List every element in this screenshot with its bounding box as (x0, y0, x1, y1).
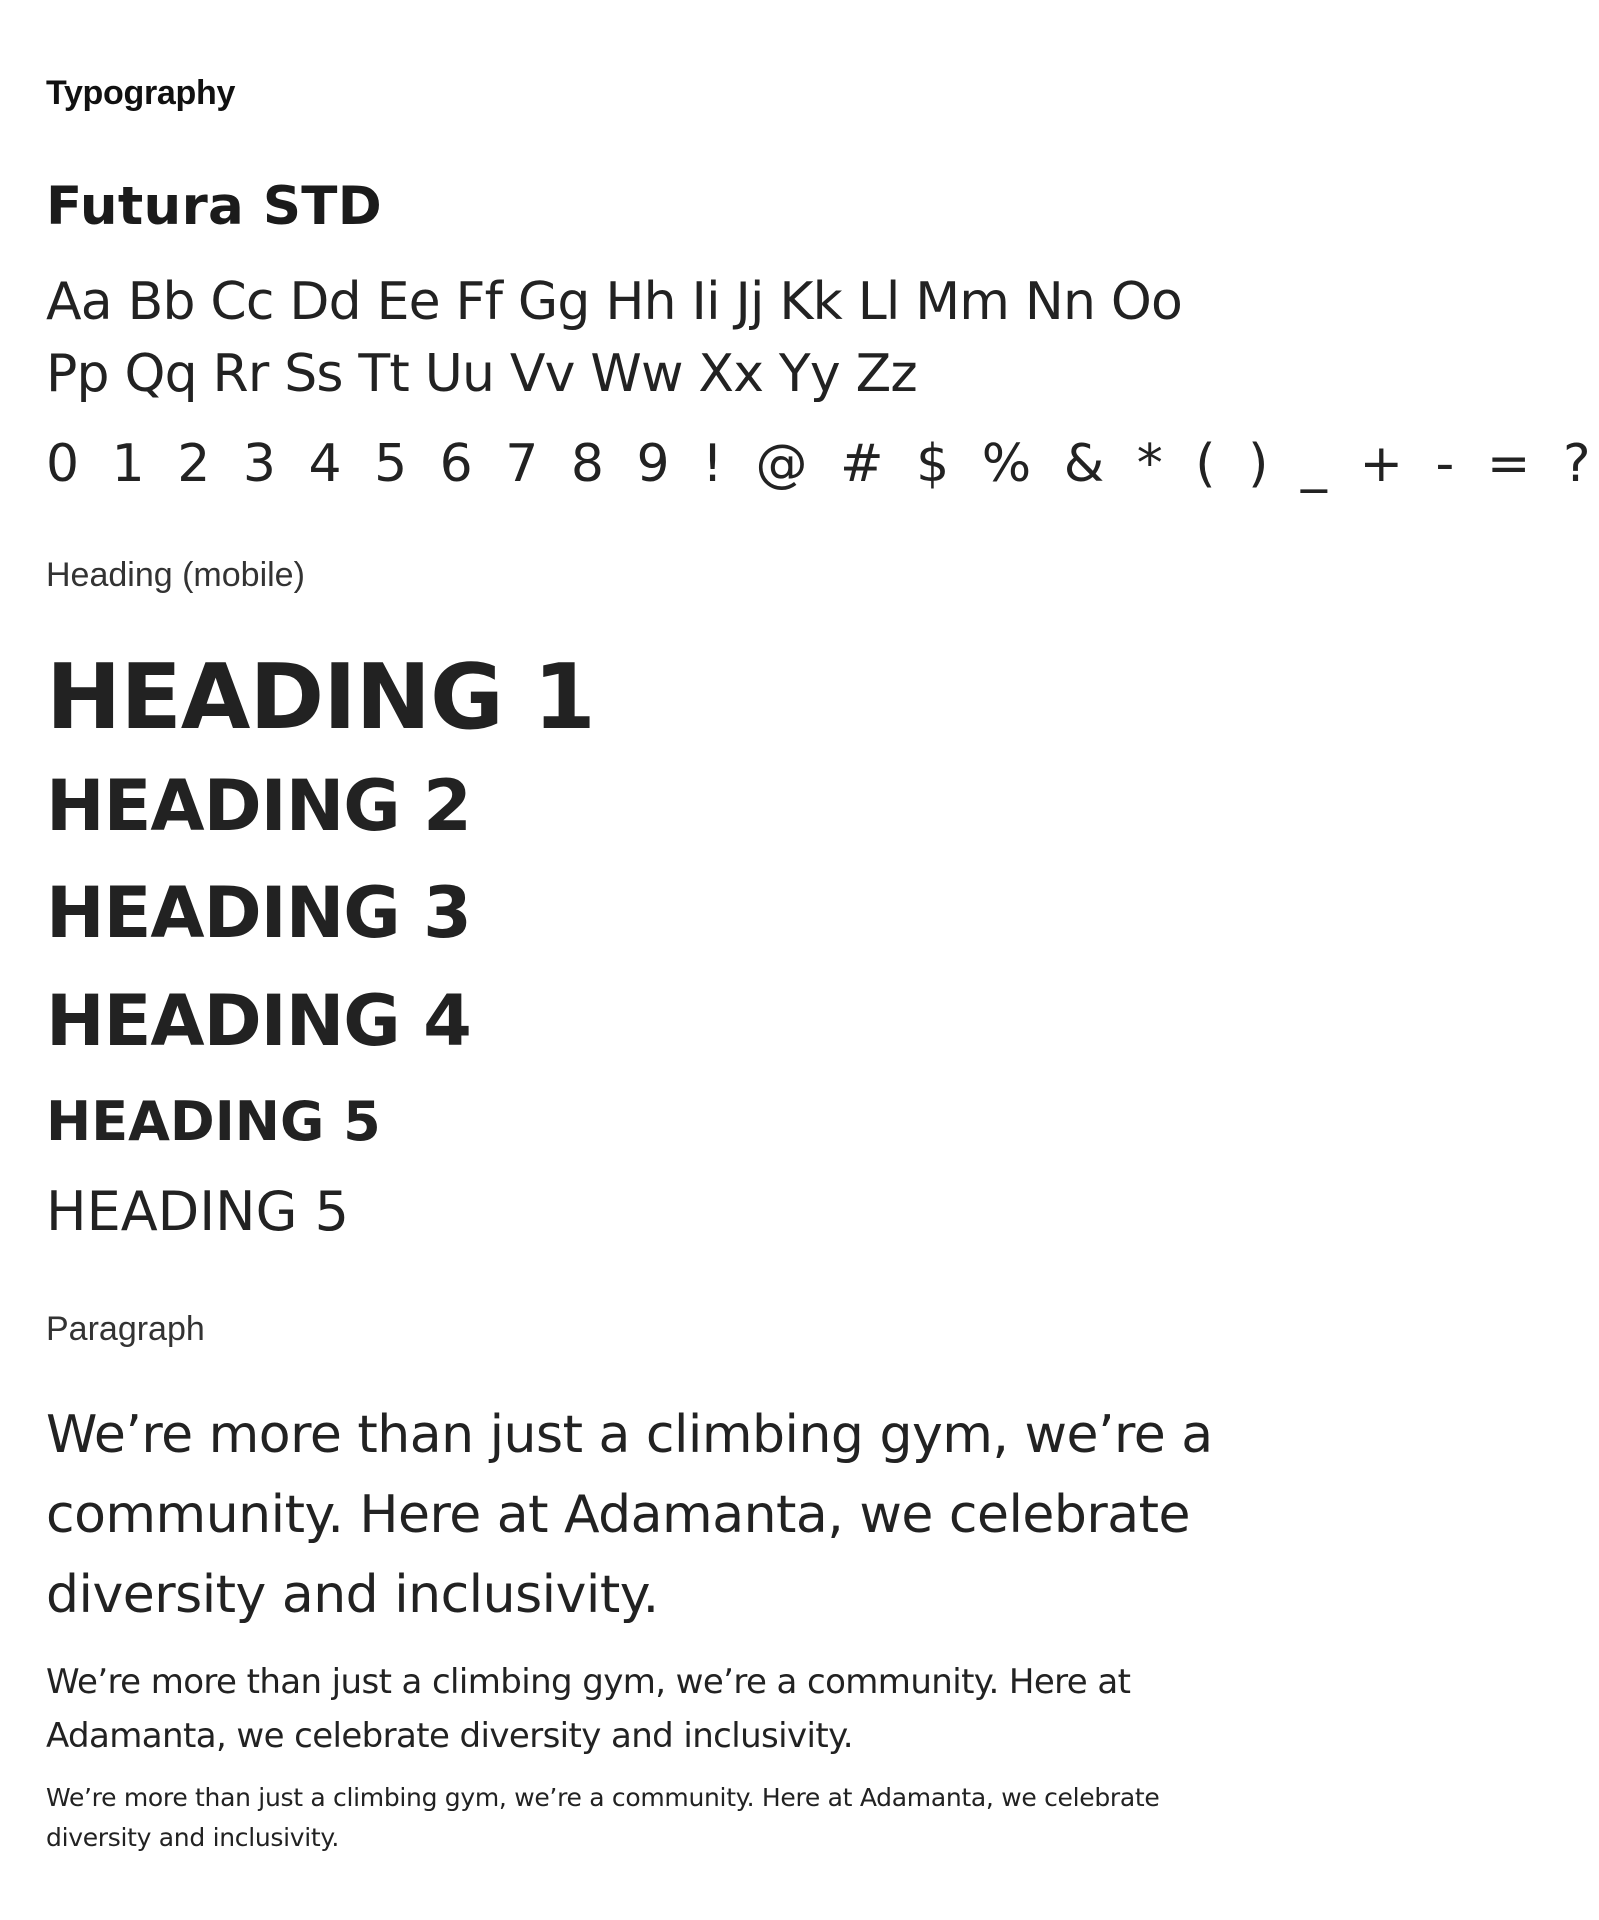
paragraph-section-label: Paragraph (46, 1310, 205, 1348)
heading-section-label: Heading (mobile) (46, 556, 305, 594)
alphabet-specimen: Aa Bb Cc Dd Ee Ff Gg Hh Ii Jj Kk Ll Mm Nn Oo Pp Qq Rr Ss Tt Uu Vv Ww Xx Yy Zz (46, 272, 1183, 404)
section-title: Typography (46, 74, 236, 112)
heading-4-sample: HEADING 4 (46, 980, 471, 1062)
paragraph-small-sample: We’re more than just a climbing gym, we’re a community. Here at Adamanta, we celebrate diversity and inclusivity. (46, 1783, 1160, 1852)
heading-3-sample: HEADING 3 (46, 872, 471, 954)
paragraph-large-sample: We’re more than just a climbing gym, we’re a community. Here at Adamanta, we celebrate diversity and inclusivity. (46, 1405, 1213, 1625)
heading-5-sample: HEADING 5 (46, 1090, 381, 1153)
glyph-specimen: 0 1 2 3 4 5 6 7 8 9 ! @ # $ % & * ( ) _ + - = ? (46, 434, 1599, 494)
paragraph-medium-sample: We’re more than just a climbing gym, we’re a community. Here at Adamanta, we celebrate diversity and inclusivity. (46, 1662, 1131, 1756)
font-family-name: Futura STD (46, 176, 383, 237)
heading-1-sample: HEADING 1 (46, 645, 595, 750)
heading-5-light-sample: HEADING 5 (46, 1180, 349, 1243)
heading-2-sample: HEADING 2 (46, 765, 471, 847)
